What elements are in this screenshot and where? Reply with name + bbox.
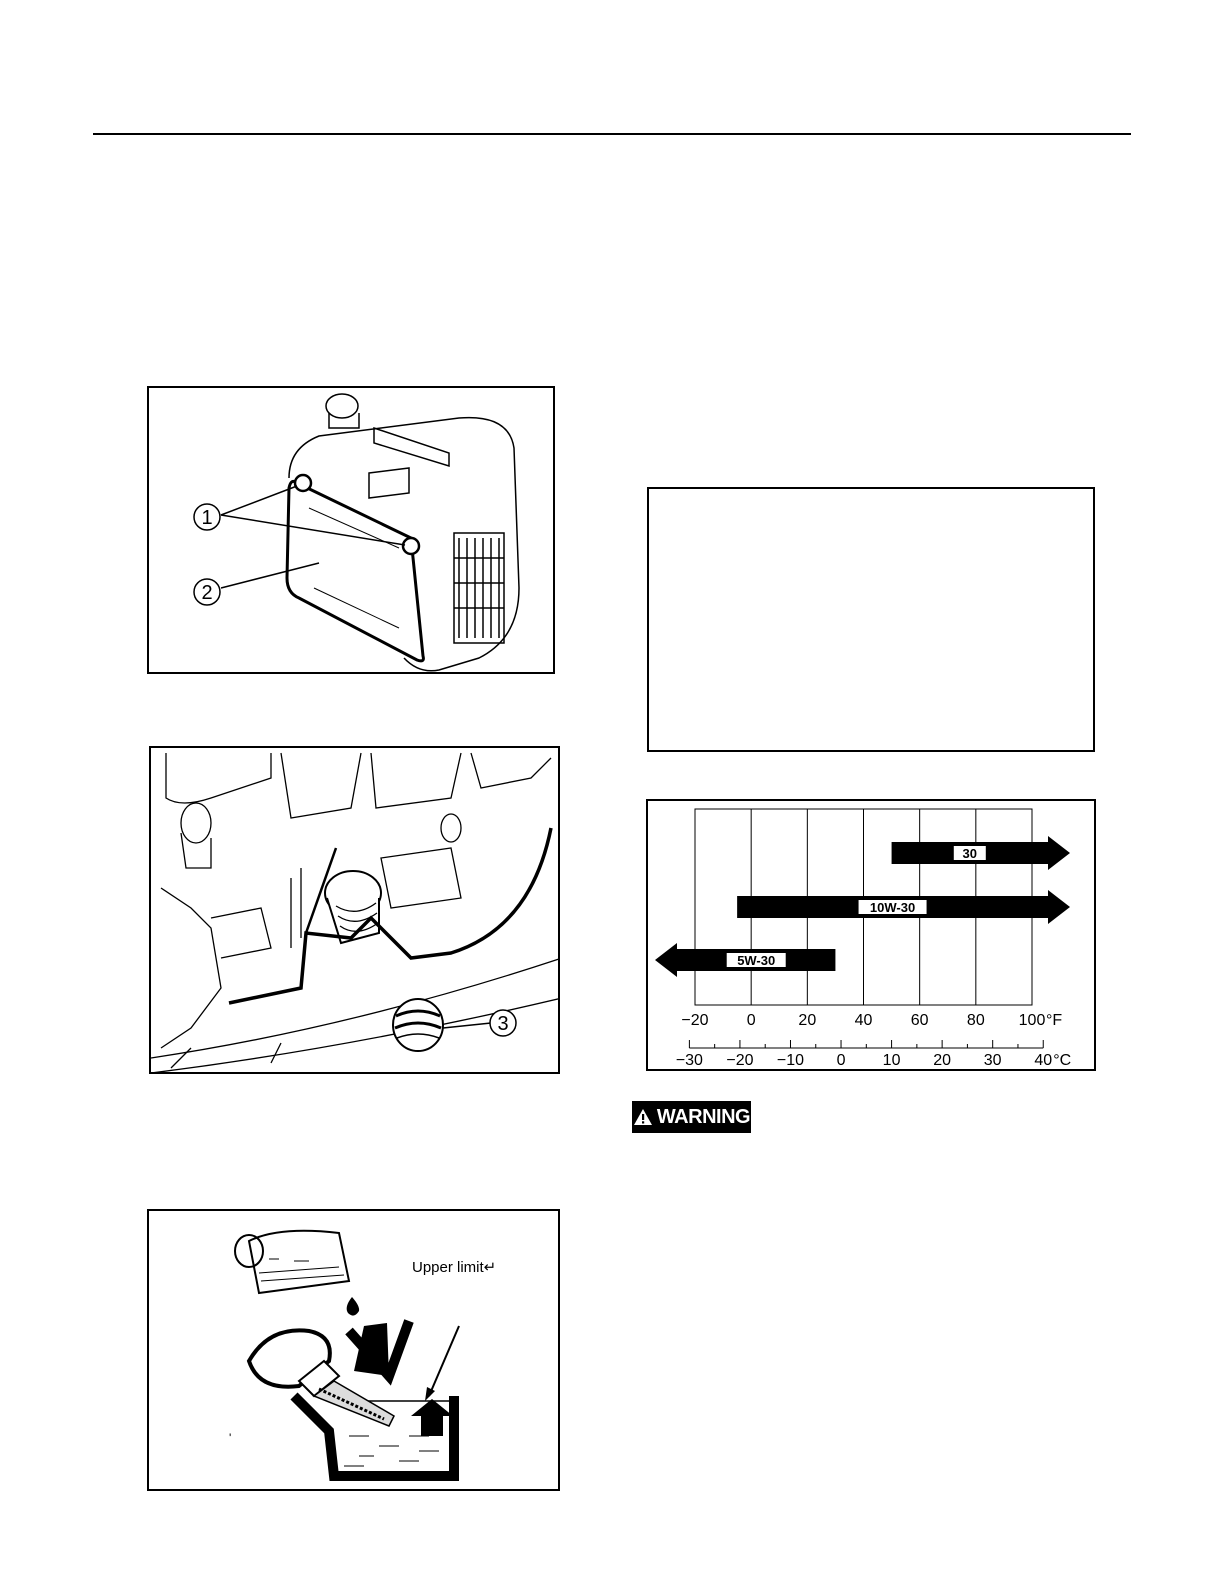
figure-oil-upper-limit [147,1209,560,1491]
tick-label-c: 20 [933,1052,952,1069]
tick-label-f: 20 [798,1012,817,1029]
warning-triangle-icon [633,1108,653,1126]
upper-limit-label: Upper limit↵ [412,1259,497,1276]
tick-label-c: 30 [983,1052,1002,1069]
tick-label-c: 10 [882,1052,901,1069]
warning-badge [632,1101,751,1133]
callout-1-label: 1 [201,507,213,529]
tick-label-c: 40 [1034,1052,1053,1069]
viscosity-label: 10W-30 [869,900,916,915]
viscosity-chart-svg [648,801,1096,1071]
tick-label-f: 60 [910,1012,929,1029]
header-rule [93,133,1131,135]
viscosity-label: 30 [962,846,978,861]
generator-illustration [149,388,555,674]
screw-bottom [403,538,419,554]
tick-label-c: −30 [675,1052,703,1069]
stray-mark: ' [229,1431,232,1445]
callout-3-label: 3 [497,1013,509,1035]
engine-illustration [151,748,560,1074]
unit-label-c: °C [1053,1052,1072,1069]
tick-label-f: 0 [746,1012,756,1029]
tick-label-c: −20 [726,1052,754,1069]
figure-generator-cover [147,386,555,674]
unit-label-f: °F [1046,1012,1063,1029]
up-arrow-icon [411,1399,453,1436]
oil-filler-cap [393,999,443,1051]
tick-label-c: 0 [836,1052,846,1069]
warning-label: WARNING [656,1105,751,1128]
callout-2-label: 2 [201,582,213,604]
tick-label-f: 40 [854,1012,873,1029]
viscosity-label: 5W-30 [737,953,776,968]
oil-drop [347,1297,359,1316]
side-cover-outline [287,481,423,661]
tick-label-f: 100 [1018,1012,1046,1029]
figure-oil-filler [149,746,560,1074]
tick-label-f: 80 [966,1012,985,1029]
empty-text-box [647,487,1095,752]
tick-label-c: −10 [776,1052,805,1069]
oil-fill-illustration [149,1211,560,1491]
screw-top [295,475,311,491]
oil-viscosity-chart [646,799,1096,1071]
tick-label-f: −20 [681,1012,709,1029]
